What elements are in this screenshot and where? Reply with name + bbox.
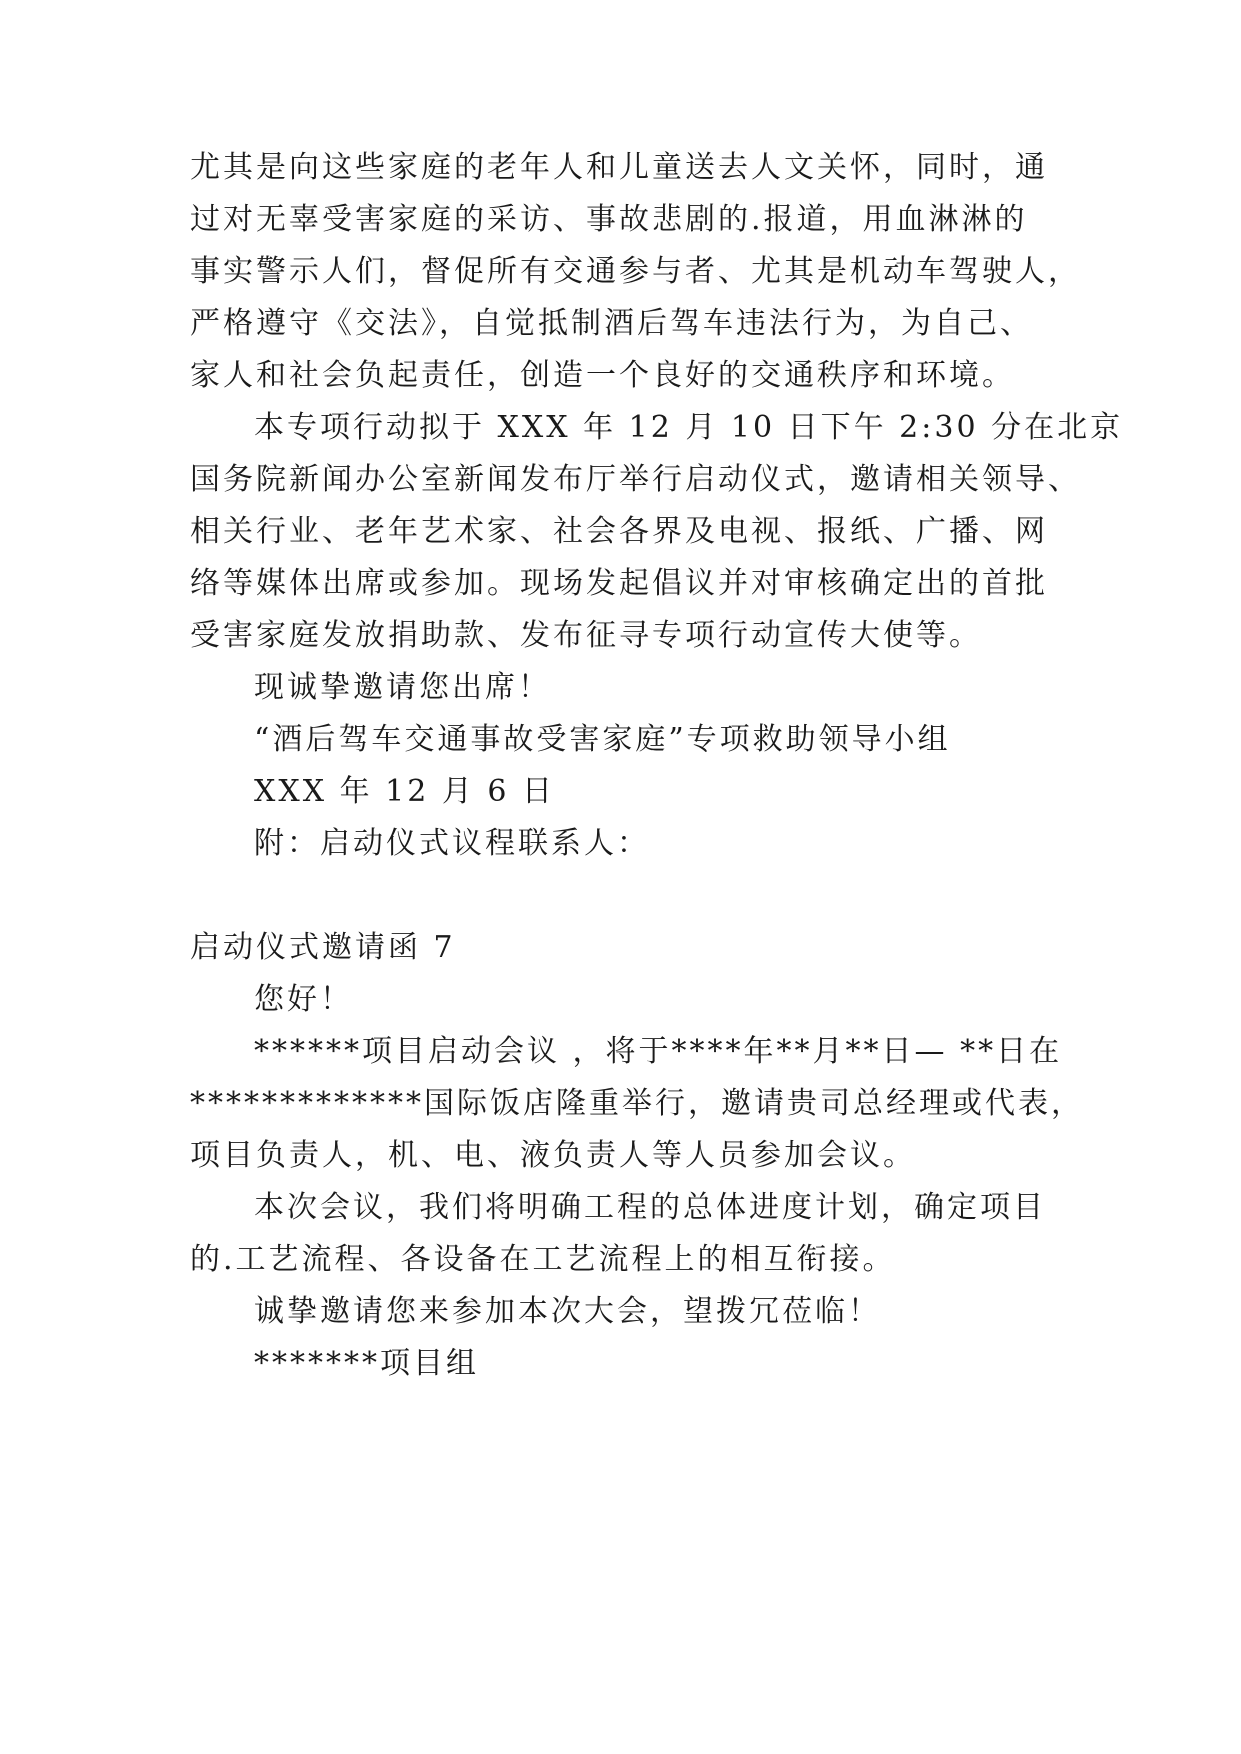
paragraph-line: 国务院新闻办公室新闻发布厅举行启动仪式，邀请相关领导、 (190, 462, 1081, 497)
section-title: 启动仪式邀请函 7 (190, 930, 456, 965)
invitation-line: 现诚挚邀请您出席！ (254, 670, 551, 705)
paragraph-line: 相关行业、老年艺术家、社会各界及电视、报纸、广播、网 (190, 514, 1048, 549)
closing-line: 诚挚邀请您来参加本次大会，望拨冗莅临！ (254, 1294, 881, 1329)
paragraph-line: 络等媒体出席或参加。现场发起倡议并对审核确定出的首批 (190, 566, 1048, 601)
paragraph-line: 本次会议，我们将明确工程的总体进度计划，确定项目 (254, 1190, 1046, 1225)
signature-line: “酒后驾车交通事故受害家庭”专项救助领导小组 (254, 722, 951, 757)
date-line: XXX 年 12 月 6 日 (254, 774, 556, 809)
signature-line: *******项目组 (254, 1346, 479, 1381)
greeting-line: 您好！ (254, 982, 353, 1017)
paragraph-line: 项目负责人，机、电、液负责人等人员参加会议。 (190, 1138, 916, 1173)
paragraph-line: *************国际饭店隆重举行，邀请贵司总经理或代表， (190, 1086, 1084, 1121)
paragraph-line: 严格遵守《交法》，自觉抵制酒后驾车违法行为，为自己、 (190, 306, 1033, 341)
paragraph-line: 本专项行动拟于 XXX 年 12 月 10 日下午 2:30 分在北京 (254, 410, 1124, 445)
paragraph-line: 的.工艺流程、各设备在工艺流程上的相互衔接。 (190, 1242, 896, 1277)
paragraph-line: 受害家庭发放捐助款、发布征寻专项行动宣传大使等。 (190, 618, 982, 653)
appendix-line: 附：启动仪式议程联系人： (254, 826, 650, 861)
paragraph-line: 事实警示人们，督促所有交通参与者、尤其是机动车驾驶人， (190, 254, 1081, 289)
paragraph-line: 过对无辜受害家庭的采访、事故悲剧的.报道，用血淋淋的 (190, 202, 1028, 237)
paragraph-line: ******项目启动会议 ，将于****年**月**日— **日在 (254, 1034, 1063, 1069)
paragraph-line: 家人和社会负起责任，创造一个良好的交通秩序和环境。 (190, 358, 1015, 393)
paragraph-line: 尤其是向这些家庭的老年人和儿童送去人文关怀，同时，通 (190, 150, 1048, 185)
